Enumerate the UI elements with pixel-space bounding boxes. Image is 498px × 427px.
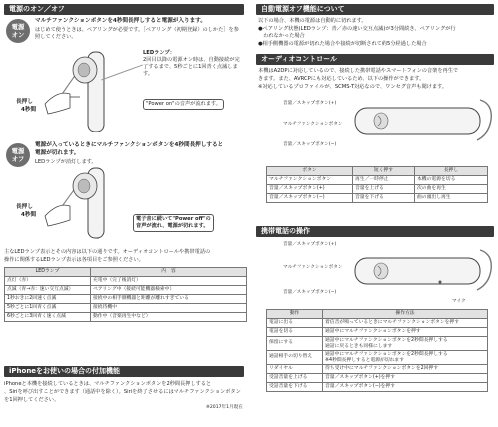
table-row xyxy=(267,194,488,203)
auto-off-text-4: ●相手側機器の電源が切れた場合や接続が切断されて約5分経過した場合 xyxy=(258,41,427,47)
auto-off-text-3: われなかった場合 xyxy=(258,33,305,39)
headset-illustration-on xyxy=(40,42,150,132)
led-callout-title: LEDランプ： xyxy=(143,50,175,56)
auto-off-text-2: ●ペアリング状態(LEDランプ：青／赤の速い交互点滅)が3分間続き、ペアリングが行 xyxy=(258,26,456,32)
table-cell: 着信音が鳴っているときにマルチファンクションボタンを押す xyxy=(323,319,488,328)
table-cell: 受話音量を上げる xyxy=(267,374,323,383)
badge-line: 電源 xyxy=(11,23,25,31)
iphone-text-2: 、Siriを呼び出すことができます（通話中を除く）。Siriを終了させるにはマルチファンクションボタン xyxy=(4,389,241,395)
table-cell: 音量／スキップボタン(−)を押す xyxy=(323,383,488,392)
section-title-power: 電源のオン／オフ xyxy=(4,4,244,15)
label-mic: マイク xyxy=(452,299,466,304)
led-callout xyxy=(143,50,247,78)
table-row xyxy=(5,295,247,304)
cell-line: 通話中にマルチファンクションボタンを2秒間長押しする xyxy=(325,351,448,357)
table-row xyxy=(5,277,247,286)
power-off-text: 電源が入っているときにマルチファンクションボタンを4秒間長押しすると xyxy=(35,142,224,148)
table-cell: 接続中の相手側機器と距離が離れすぎている xyxy=(91,295,247,304)
table-row xyxy=(267,328,488,337)
led-callout-line: 2回目以降の電源オン時は、自動接続が完 xyxy=(143,57,240,64)
speech-bubble-on: "Power on"の音声が流れます。 xyxy=(143,99,224,110)
table-header: 動作 xyxy=(267,310,323,319)
speech-bubble-off xyxy=(133,214,214,232)
pairing-note: はじめて使うときは、ペアリングが必要です。［ペアリング（初期登録）のしかた］を参 xyxy=(35,27,239,33)
led-callout-line: 了するまで、5秒ごとに1回青く点滅します。 xyxy=(143,64,238,78)
table-header: 内 容 xyxy=(91,268,247,277)
auto-off-text: 以下の場合、本機の電源は自動的に切れます。 xyxy=(258,18,367,24)
iphone-text-3: を1回押してください。 xyxy=(4,397,60,403)
table-header: 短く押す xyxy=(353,167,415,176)
table-cell xyxy=(323,337,488,351)
table-cell: 動作中（音楽再生中など） xyxy=(91,313,247,322)
label-volume-down: 音量／スキップボタン(−) xyxy=(283,290,337,295)
press-label-off xyxy=(16,203,36,219)
iphone-text: iPhoneと本機を接続しているときは、マルチファンクションボタンを2秒間長押しすると xyxy=(4,381,212,387)
table-cell: ペアリング中（接続可能機器検索中） xyxy=(91,286,247,295)
audio-text-3: ※対応しているプロファイルが、SCMS-T対応なので、ワンセグ音声も聞けます。 xyxy=(258,84,447,90)
table-row xyxy=(5,313,247,322)
table-header: ボタン xyxy=(267,167,353,176)
section-title-auto-off: 自動電源オフ機能について xyxy=(256,4,494,15)
press-label-line: 長押し xyxy=(16,204,33,210)
led-table xyxy=(4,267,247,322)
table-row xyxy=(267,351,488,365)
headset-illustration-audio xyxy=(345,90,495,152)
cell-line: 通話中にマルチファンクションボタンを2秒間長押しする xyxy=(325,337,448,343)
badge-line: 電源 xyxy=(11,147,25,155)
table-row xyxy=(267,374,488,383)
table-cell: 5秒ごとに1回青く点滅 xyxy=(5,304,91,313)
table-cell: 保留にする xyxy=(267,337,323,351)
audio-text: 本機はA2DPに対応しているので、接続した携帯電話やスマートフォンの音楽を再生で xyxy=(258,68,459,74)
table-row xyxy=(267,337,488,351)
badge-line: オフ xyxy=(11,155,25,163)
table-cell: 待ち受け中にマルチファンクションボタンを2回押す xyxy=(323,365,488,374)
label-multifunction: マルチファンクションボタン xyxy=(283,265,343,270)
label-volume-down: 音量／スキップボタン(−) xyxy=(283,142,337,147)
led-intro: 主なLEDランプ表示とその内容は以下の通りです。オーディオコントロールや携帯電話の xyxy=(4,249,211,255)
table-cell: 再生／一時停止 xyxy=(353,176,415,185)
table-cell: 音量を下げる xyxy=(353,194,415,203)
label-volume-up: 音量／スキップボタン(+) xyxy=(283,101,337,106)
table-cell: 充電中（完了後消灯） xyxy=(91,277,247,286)
table-row xyxy=(5,286,247,295)
table-cell: 点灯（赤） xyxy=(5,277,91,286)
cell-line: ※4秒間長押しすると電源が切れます xyxy=(325,357,405,363)
section-title-phone: 携帯電話の操作 xyxy=(256,226,494,237)
table-cell: 通話相手の切り替え xyxy=(267,351,323,365)
table-header: 長押し xyxy=(415,167,488,176)
power-off-badge xyxy=(6,143,30,167)
table-row xyxy=(267,319,488,328)
power-on-text: マルチファンクションボタンを4秒間長押しすると電源が入ります。 xyxy=(35,18,206,24)
table-header: 操作方法 xyxy=(323,310,488,319)
label-multifunction: マルチファンクションボタン xyxy=(283,122,343,127)
speech-line: 音声が流れ、電源が切れます。 xyxy=(136,223,209,230)
section-title-audio: オーディオコントロール xyxy=(256,54,494,65)
badge-line: オン xyxy=(11,31,25,39)
table-cell xyxy=(323,351,488,365)
iphone-note: ※2017年1月現在 xyxy=(206,405,243,410)
table-row xyxy=(5,304,247,313)
led-intro-2: 操作に関係するLEDランプ表示は各項目をご参照ください。 xyxy=(4,257,144,263)
speech-line: 電子音に続いて"Power off"の xyxy=(136,216,211,222)
table-row xyxy=(267,383,488,392)
table-cell: 受話音量を下げる xyxy=(267,383,323,392)
table-cell: マルチファンクションボタン xyxy=(267,176,353,185)
table-cell: 電話に出る xyxy=(267,319,323,328)
table-cell: リダイヤル xyxy=(267,365,323,374)
press-label-line: 長押し xyxy=(16,99,33,105)
table-cell: 点滅（青→赤：速い交互点滅） xyxy=(5,286,91,295)
table-cell: 6秒ごとに3回青く速く点滅 xyxy=(5,313,91,322)
pairing-note-2: 照してください。 xyxy=(35,34,77,40)
table-cell: 本機の電源を切る xyxy=(415,176,488,185)
label-volume-up: 音量／スキップボタン(+) xyxy=(283,242,337,247)
table-cell: 電話を切る xyxy=(267,328,323,337)
table-cell: 音量を上げる xyxy=(353,185,415,194)
table-cell: 曲の頭出し再生 xyxy=(415,194,488,203)
press-label-line: 4秒間 xyxy=(21,107,37,113)
press-label-on xyxy=(16,98,36,114)
table-row xyxy=(267,176,488,185)
table-cell: 音量／スキップボタン(+)を押す xyxy=(323,374,488,383)
section-title-iphone: iPhoneをお使いの場合の付加機能 xyxy=(4,366,244,377)
table-row xyxy=(267,365,488,374)
press-label-line: 4秒間 xyxy=(21,212,37,218)
table-cell: 1秒おきに2回速く点滅 xyxy=(5,295,91,304)
cell-line: 通話に戻るときも同様にします xyxy=(325,343,393,349)
table-cell: 通話中にマルチファンクションボタンを押す xyxy=(323,328,488,337)
led-off-text: LEDランプが消灯します。 xyxy=(35,159,97,165)
table-cell: 音量／スキップボタン(−) xyxy=(267,194,353,203)
power-off-text-2: 電源が切れます。 xyxy=(35,150,80,156)
table-header: LEDランプ xyxy=(5,268,91,277)
table-cell: 音量／スキップボタン(+) xyxy=(267,185,353,194)
audio-table xyxy=(266,166,488,203)
phone-table xyxy=(266,309,488,392)
table-row xyxy=(267,185,488,194)
audio-text-2: きます。また、AVRCPにも対応しているため、以下の操作ができます。 xyxy=(258,76,425,82)
power-on-badge xyxy=(6,19,30,43)
table-cell: 接続待機中 xyxy=(91,304,247,313)
headset-illustration-phone xyxy=(345,240,495,302)
table-cell: 次の曲を再生 xyxy=(415,185,488,194)
